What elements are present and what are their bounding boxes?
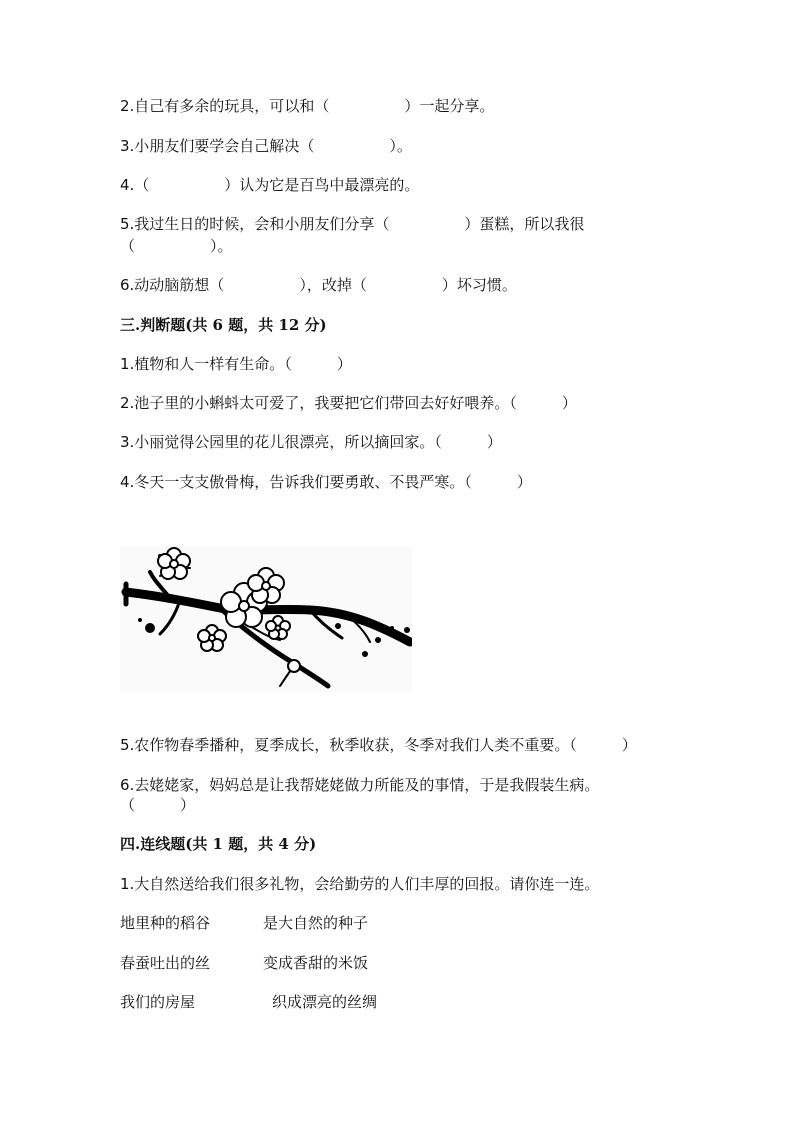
question-text: 5.我过生日的时候，会和小朋友们分享（ ）蛋糕，所以我很 <box>120 215 585 233</box>
plum-branch-drawing <box>120 546 412 692</box>
match-right-item[interactable]: 织成漂亮的丝绸 <box>272 993 378 1011</box>
match-left-item[interactable]: 春蚕吐出的丝 <box>120 954 211 972</box>
section-heading: 三.判断题(共 6 题，共 12 分) <box>120 316 327 334</box>
question-text: 4.冬天一支支傲骨梅，告诉我们要勇敢、不畏严寒。（ ） <box>120 473 532 491</box>
match-right-item[interactable]: 是大自然的种子 <box>263 914 369 932</box>
match-left-item[interactable]: 我们的房屋 <box>120 993 196 1011</box>
match-left-item[interactable]: 地里种的稻谷 <box>120 914 211 932</box>
question-text: 3.小朋友们要学会自己解决（ ）。 <box>120 137 412 155</box>
question-text-continued: （ ）。 <box>120 237 233 255</box>
section-heading: 四.连线题(共 1 题，共 4 分) <box>120 835 317 853</box>
question-text: 1.大自然送给我们很多礼物，会给勤劳的人们丰厚的回报。请你连一连。 <box>120 875 600 893</box>
question-text: 2.自己有多余的玩具，可以和（ ）一起分享。 <box>120 97 495 115</box>
question-text: 1.植物和人一样有生命。（ ） <box>120 355 352 373</box>
plum-blossom-illustration <box>120 546 412 692</box>
question-text: 6.动动脑筋想（ ），改掉（ ）坏习惯。 <box>120 276 517 294</box>
match-right-item[interactable]: 变成香甜的米饭 <box>263 954 369 972</box>
question-text: 5.农作物春季播种，夏季成长，秋季收获，冬季对我们人类不重要。（ ） <box>120 736 637 754</box>
question-text: 4.（ ）认为它是百鸟中最漂亮的。 <box>120 176 420 194</box>
question-text: 6.去姥姥家，妈妈总是让我帮姥姥做力所能及的事情，于是我假装生病。 <box>120 776 600 794</box>
question-text: 2.池子里的小蝌蚪太可爱了，我要把它们带回去好好喂养。（ ） <box>120 394 577 412</box>
question-text-continued: （ ） <box>120 796 196 814</box>
question-text: 3.小丽觉得公园里的花儿很漂亮，所以摘回家。（ ） <box>120 433 502 451</box>
